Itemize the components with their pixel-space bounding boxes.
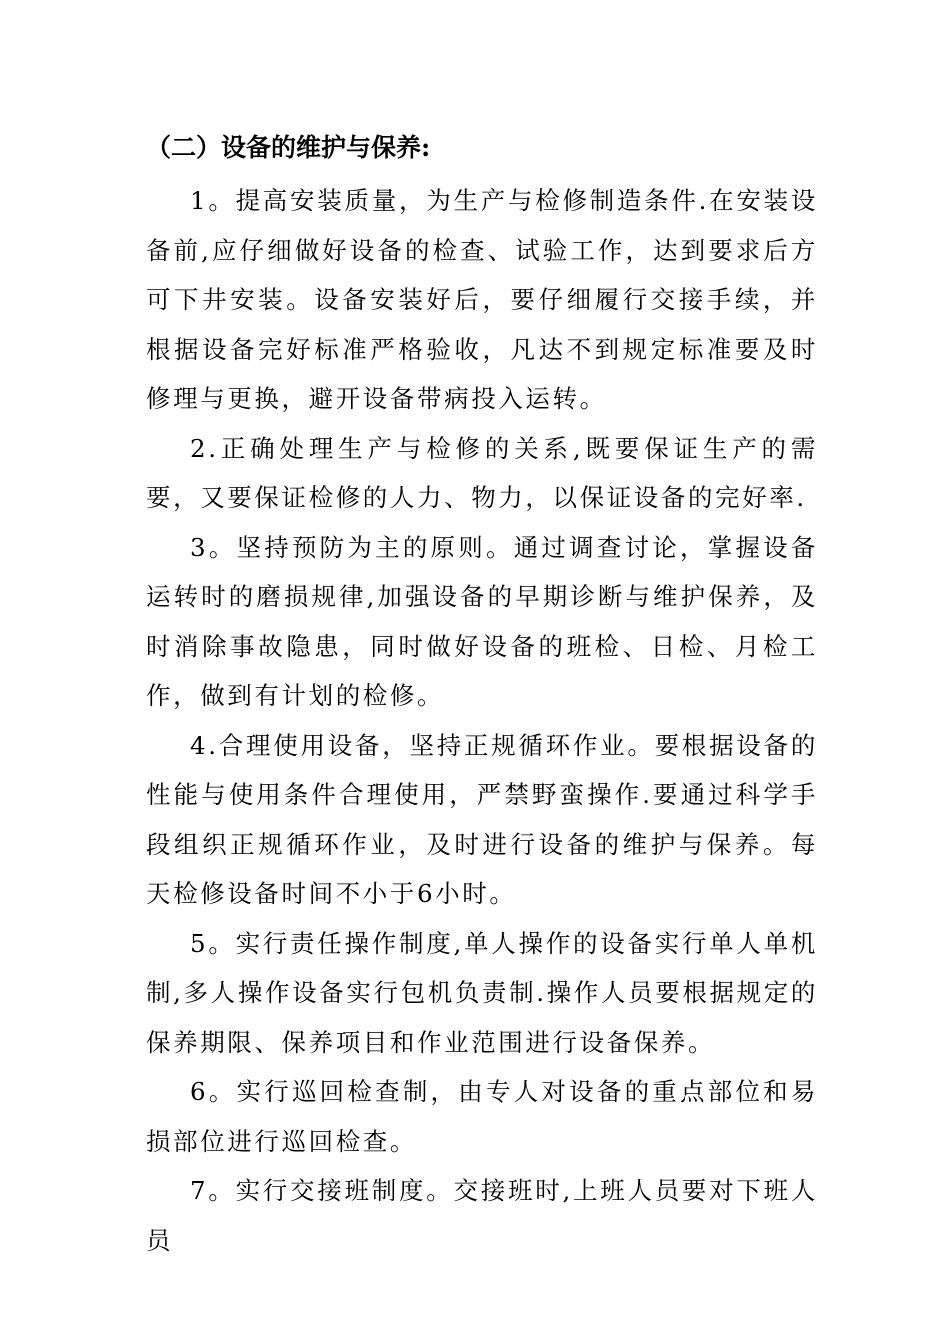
- paragraph-3: 3。坚持预防为主的原则。通过调查讨论，掌握设备运转时的磨损规律,加强设备的早期诊断与维护保养，及时消除事故隐患，同时做好设备的班检、日检、月检工作，做到有计划的检修。: [146, 532, 818, 710]
- paragraph-7: 7。实行交接班制度。交接班时,上班人员要对下班人员: [146, 1176, 818, 1255]
- paragraph-2: 2.正确处理生产与检修的关系,既要保证生产的需要，又要保证检修的人力、物力，以保证设备的完好率.: [146, 433, 818, 512]
- paragraph-1: 1。提高安装质量，为生产与检修制造条件.在安装设备前,应仔细做好设备的检查、试验工作，达到要求后方可下井安装。设备安装好后，要仔细履行交接手续，并根据设备完好标准严格验收，凡达不到规定标准要及时修理与更换，避开设备带病投入运转。: [146, 186, 818, 413]
- document-body: [146, 176, 818, 1265]
- paragraph-4: 4.合理使用设备，坚持正规循环作业。要根据设备的性能与使用条件合理使用，严禁野蛮操作.要通过科学手段组织正规循环作业，及时进行设备的维护与保养。每天检修设备时间不小于6小时。: [146, 730, 818, 908]
- paragraph-6: 6。实行巡回检查制，由专人对设备的重点部位和易损部位进行巡回检查。: [146, 1077, 818, 1156]
- paragraph-5: 5。实行责任操作制度,单人操作的设备实行单人单机制,多人操作设备实行包机负责制.操作人员要根据规定的保养期限、保养项目和作业范围进行设备保养。: [146, 928, 818, 1057]
- section-heading: （二）设备的维护与保养:: [146, 133, 431, 162]
